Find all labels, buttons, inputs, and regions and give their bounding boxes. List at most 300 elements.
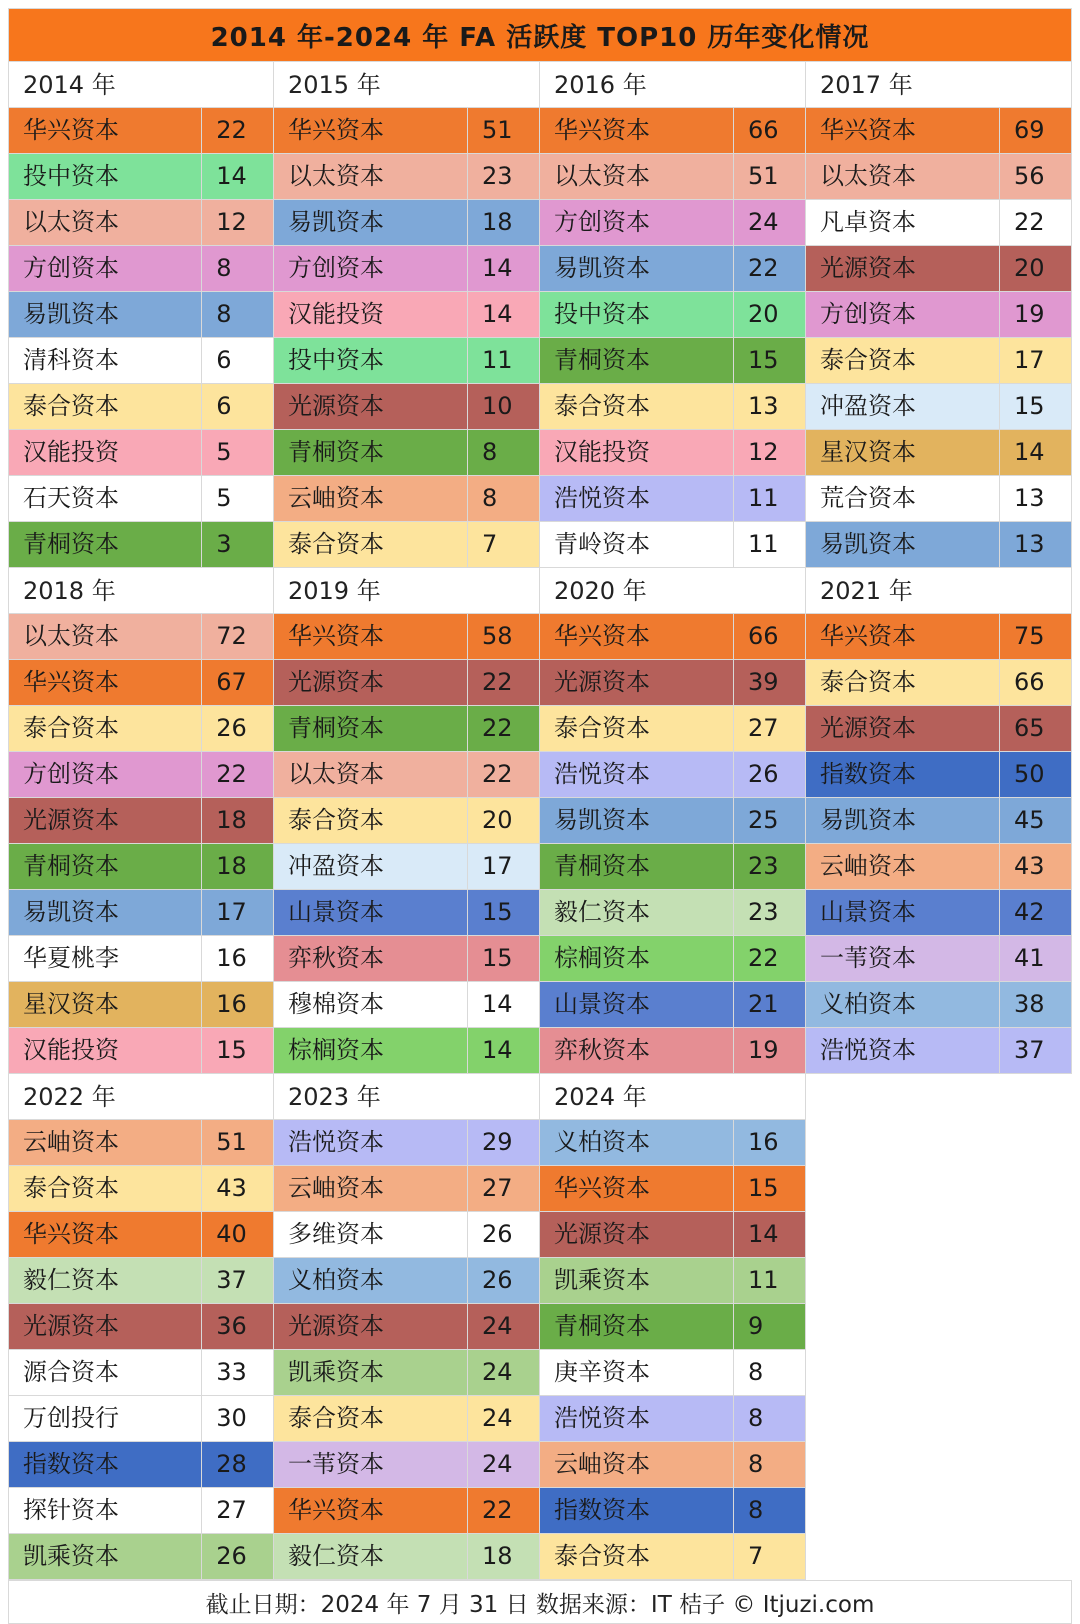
table-row <box>9 660 274 706</box>
table-row <box>274 522 540 568</box>
deal-count: 5 <box>202 430 274 475</box>
table-row <box>806 430 1072 476</box>
table-row <box>540 1120 806 1166</box>
deal-count: 19 <box>1000 292 1072 337</box>
deal-count: 33 <box>202 1350 274 1395</box>
firm-name: 山景资本 <box>274 890 468 935</box>
firm-name: 青桐资本 <box>9 844 202 889</box>
year-header: 2020 年 <box>540 568 806 614</box>
firm-name: 青桐资本 <box>540 1304 734 1349</box>
firm-name: 一苇资本 <box>274 1442 468 1487</box>
deal-count: 26 <box>202 706 274 751</box>
deal-count: 18 <box>202 798 274 843</box>
deal-count: 37 <box>202 1258 274 1303</box>
firm-name: 光源资本 <box>806 706 1000 751</box>
deal-count: 66 <box>734 614 806 659</box>
deal-count: 27 <box>202 1488 274 1533</box>
deal-count: 13 <box>1000 476 1072 521</box>
table-row <box>274 982 540 1028</box>
firm-name: 光源资本 <box>274 660 468 705</box>
firm-name: 毅仁资本 <box>540 890 734 935</box>
deal-count: 10 <box>468 384 540 429</box>
firm-name: 指数资本 <box>9 1442 202 1487</box>
firm-name: 光源资本 <box>9 1304 202 1349</box>
table-row <box>806 108 1072 154</box>
deal-count: 25 <box>734 798 806 843</box>
table-row <box>9 706 274 752</box>
deal-count: 8 <box>734 1442 806 1487</box>
year-column <box>8 1074 274 1580</box>
firm-name: 多维资本 <box>274 1212 468 1257</box>
table-row <box>274 430 540 476</box>
table-row <box>806 706 1072 752</box>
deal-count: 30 <box>202 1396 274 1441</box>
table-row <box>540 246 806 292</box>
table-row <box>540 1488 806 1534</box>
firm-name: 一苇资本 <box>806 936 1000 981</box>
table-row <box>806 798 1072 844</box>
deal-count: 24 <box>468 1304 540 1349</box>
deal-count: 20 <box>468 798 540 843</box>
firm-name: 青桐资本 <box>540 338 734 383</box>
table-row <box>274 1442 540 1488</box>
year-header: 2017 年 <box>806 62 1072 108</box>
deal-count: 16 <box>202 936 274 981</box>
firm-name: 青桐资本 <box>9 522 202 567</box>
table-row <box>274 890 540 936</box>
deal-count: 8 <box>734 1488 806 1533</box>
firm-name: 庚辛资本 <box>540 1350 734 1395</box>
table-row <box>9 1028 274 1074</box>
table-row <box>274 1488 540 1534</box>
table-row <box>540 1442 806 1488</box>
table-row <box>540 936 806 982</box>
firm-name: 青桐资本 <box>274 430 468 475</box>
table-row <box>9 292 274 338</box>
deal-count: 26 <box>468 1258 540 1303</box>
firm-name: 山景资本 <box>806 890 1000 935</box>
table-row <box>274 338 540 384</box>
firm-name: 浩悦资本 <box>274 1120 468 1165</box>
firm-name: 浩悦资本 <box>806 1028 1000 1073</box>
table-row <box>9 798 274 844</box>
table-row <box>274 154 540 200</box>
deal-count: 22 <box>734 936 806 981</box>
firm-name: 泰合资本 <box>806 338 1000 383</box>
table-row <box>274 660 540 706</box>
firm-name: 泰合资本 <box>806 660 1000 705</box>
year-header: 2018 年 <box>9 568 274 614</box>
deal-count: 22 <box>468 706 540 751</box>
firm-name: 华兴资本 <box>9 1212 202 1257</box>
table-row <box>9 936 274 982</box>
firm-name: 泰合资本 <box>540 706 734 751</box>
deal-count: 3 <box>202 522 274 567</box>
firm-name: 以太资本 <box>540 154 734 199</box>
table-row <box>540 706 806 752</box>
deal-count: 8 <box>202 246 274 291</box>
firm-name: 华兴资本 <box>9 108 202 153</box>
firm-name: 凯乘资本 <box>274 1350 468 1395</box>
deal-count: 12 <box>202 200 274 245</box>
deal-count: 11 <box>734 1258 806 1303</box>
table-row <box>806 936 1072 982</box>
table-row <box>9 200 274 246</box>
deal-count: 42 <box>1000 890 1072 935</box>
deal-count: 23 <box>734 844 806 889</box>
firm-name: 义柏资本 <box>806 982 1000 1027</box>
table-row <box>540 476 806 522</box>
firm-name: 汉能投资 <box>274 292 468 337</box>
table-row <box>274 1258 540 1304</box>
deal-count: 22 <box>202 108 274 153</box>
year-header: 2019 年 <box>274 568 540 614</box>
table-row <box>274 1350 540 1396</box>
firm-name: 指数资本 <box>806 752 1000 797</box>
firm-name: 易凯资本 <box>540 246 734 291</box>
deal-count: 22 <box>734 246 806 291</box>
deal-count: 50 <box>1000 752 1072 797</box>
firm-name: 汉能投资 <box>9 430 202 475</box>
table-row <box>9 522 274 568</box>
year-header: 2021 年 <box>806 568 1072 614</box>
deal-count: 8 <box>734 1396 806 1441</box>
table-row <box>540 1534 806 1580</box>
firm-name: 光源资本 <box>540 1212 734 1257</box>
deal-count: 39 <box>734 660 806 705</box>
deal-count: 16 <box>734 1120 806 1165</box>
deal-count: 15 <box>468 936 540 981</box>
firm-name: 华兴资本 <box>274 1488 468 1533</box>
table-row <box>9 338 274 384</box>
firm-name: 棕榈资本 <box>540 936 734 981</box>
deal-count: 20 <box>734 292 806 337</box>
deal-count: 11 <box>734 522 806 567</box>
deal-count: 14 <box>468 246 540 291</box>
firm-name: 华兴资本 <box>806 108 1000 153</box>
deal-count: 28 <box>202 1442 274 1487</box>
firm-name: 弈秋资本 <box>274 936 468 981</box>
table-row <box>540 108 806 154</box>
year-header: 2023 年 <box>274 1074 540 1120</box>
table-row <box>9 154 274 200</box>
deal-count: 24 <box>468 1350 540 1395</box>
year-header: 2022 年 <box>9 1074 274 1120</box>
table-row <box>806 246 1072 292</box>
ranking-table <box>8 8 1072 1624</box>
deal-count: 24 <box>468 1396 540 1441</box>
table-row <box>540 1028 806 1074</box>
table-row <box>806 660 1072 706</box>
table-row <box>274 936 540 982</box>
firm-name: 浩悦资本 <box>540 1396 734 1441</box>
deal-count: 69 <box>1000 108 1072 153</box>
deal-count: 27 <box>734 706 806 751</box>
table-row <box>806 752 1072 798</box>
deal-count: 8 <box>468 476 540 521</box>
table-row <box>540 752 806 798</box>
table-row <box>274 1534 540 1580</box>
firm-name: 易凯资本 <box>540 798 734 843</box>
firm-name: 源合资本 <box>9 1350 202 1395</box>
firm-name: 浩悦资本 <box>540 752 734 797</box>
table-row <box>9 108 274 154</box>
deal-count: 14 <box>734 1212 806 1257</box>
firm-name: 凡卓资本 <box>806 200 1000 245</box>
deal-count: 23 <box>734 890 806 935</box>
firm-name: 以太资本 <box>9 614 202 659</box>
deal-count: 26 <box>202 1534 274 1579</box>
table-row <box>9 614 274 660</box>
firm-name: 以太资本 <box>9 200 202 245</box>
table-row <box>274 798 540 844</box>
firm-name: 方创资本 <box>806 292 1000 337</box>
deal-count: 72 <box>202 614 274 659</box>
firm-name: 清科资本 <box>9 338 202 383</box>
firm-name: 云岫资本 <box>806 844 1000 889</box>
year-header: 2024 年 <box>540 1074 806 1120</box>
deal-count: 18 <box>202 844 274 889</box>
deal-count: 15 <box>468 890 540 935</box>
table-row <box>540 338 806 384</box>
firm-name: 投中资本 <box>274 338 468 383</box>
firm-name: 云岫资本 <box>540 1442 734 1487</box>
deal-count: 56 <box>1000 154 1072 199</box>
table-row <box>540 200 806 246</box>
empty-column <box>806 1074 1072 1580</box>
firm-name: 易凯资本 <box>9 292 202 337</box>
table-row <box>9 1488 274 1534</box>
deal-count: 20 <box>1000 246 1072 291</box>
table-row <box>9 752 274 798</box>
table-row <box>274 844 540 890</box>
firm-name: 青岭资本 <box>540 522 734 567</box>
table-row <box>540 384 806 430</box>
firm-name: 浩悦资本 <box>540 476 734 521</box>
table-row <box>274 200 540 246</box>
table-row <box>540 1258 806 1304</box>
firm-name: 探针资本 <box>9 1488 202 1533</box>
year-header: 2016 年 <box>540 62 806 108</box>
table-title: 2014 年-2024 年 FA 活跃度 TOP10 历年变化情况 <box>8 8 1072 62</box>
firm-name: 凯乘资本 <box>9 1534 202 1579</box>
year-column <box>806 568 1072 1074</box>
deal-count: 5 <box>202 476 274 521</box>
firm-name: 义柏资本 <box>540 1120 734 1165</box>
table-row <box>540 1396 806 1442</box>
deal-count: 37 <box>1000 1028 1072 1073</box>
firm-name: 泰合资本 <box>274 798 468 843</box>
deal-count: 22 <box>468 660 540 705</box>
firm-name: 泰合资本 <box>9 706 202 751</box>
deal-count: 8 <box>202 292 274 337</box>
firm-name: 投中资本 <box>540 292 734 337</box>
table-row <box>274 108 540 154</box>
table-row <box>9 476 274 522</box>
deal-count: 51 <box>202 1120 274 1165</box>
table-row <box>540 844 806 890</box>
deal-count: 24 <box>468 1442 540 1487</box>
firm-name: 以太资本 <box>274 752 468 797</box>
firm-name: 以太资本 <box>274 154 468 199</box>
firm-name: 星汉资本 <box>9 982 202 1027</box>
year-column <box>274 568 540 1074</box>
year-header: 2014 年 <box>9 62 274 108</box>
deal-count: 14 <box>202 154 274 199</box>
table-row <box>806 476 1072 522</box>
firm-name: 华兴资本 <box>274 614 468 659</box>
deal-count: 13 <box>1000 522 1072 567</box>
deal-count: 66 <box>734 108 806 153</box>
firm-name: 易凯资本 <box>806 522 1000 567</box>
deal-count: 7 <box>734 1534 806 1579</box>
deal-count: 23 <box>468 154 540 199</box>
table-row <box>540 1166 806 1212</box>
deal-count: 75 <box>1000 614 1072 659</box>
firm-name: 华夏桃李 <box>9 936 202 981</box>
deal-count: 6 <box>202 384 274 429</box>
deal-count: 45 <box>1000 798 1072 843</box>
year-column <box>8 62 274 568</box>
year-column <box>274 1074 540 1580</box>
ranking-grid <box>8 62 1072 1580</box>
deal-count: 51 <box>734 154 806 199</box>
table-row <box>274 706 540 752</box>
firm-name: 冲盈资本 <box>806 384 1000 429</box>
firm-name: 泰合资本 <box>9 384 202 429</box>
deal-count: 15 <box>734 338 806 383</box>
firm-name: 华兴资本 <box>540 108 734 153</box>
table-row <box>806 522 1072 568</box>
firm-name: 石天资本 <box>9 476 202 521</box>
table-row <box>9 1442 274 1488</box>
deal-count: 43 <box>202 1166 274 1211</box>
firm-name: 光源资本 <box>806 246 1000 291</box>
deal-count: 8 <box>468 430 540 475</box>
firm-name: 穆棉资本 <box>274 982 468 1027</box>
year-column <box>540 62 806 568</box>
table-row <box>274 752 540 798</box>
deal-count: 22 <box>202 752 274 797</box>
source-footer: 截止日期：2024 年 7 月 31 日 数据来源：IT 桔子 © Itjuzi.com <box>8 1580 1072 1624</box>
deal-count: 11 <box>734 476 806 521</box>
firm-name: 泰合资本 <box>540 1534 734 1579</box>
table-row <box>274 1304 540 1350</box>
deal-count: 51 <box>468 108 540 153</box>
table-row <box>540 798 806 844</box>
deal-count: 22 <box>468 1488 540 1533</box>
deal-count: 26 <box>734 752 806 797</box>
firm-name: 云岫资本 <box>274 1166 468 1211</box>
deal-count: 14 <box>1000 430 1072 475</box>
firm-name: 光源资本 <box>540 660 734 705</box>
table-row <box>540 660 806 706</box>
table-row <box>806 844 1072 890</box>
firm-name: 易凯资本 <box>274 200 468 245</box>
deal-count: 26 <box>468 1212 540 1257</box>
firm-name: 光源资本 <box>274 384 468 429</box>
firm-name: 华兴资本 <box>540 1166 734 1211</box>
deal-count: 17 <box>202 890 274 935</box>
firm-name: 青桐资本 <box>274 706 468 751</box>
table-row <box>540 1350 806 1396</box>
firm-name: 泰合资本 <box>540 384 734 429</box>
year-block-row <box>8 568 1072 1074</box>
table-row <box>274 292 540 338</box>
deal-count: 17 <box>468 844 540 889</box>
table-row <box>9 1258 274 1304</box>
firm-name: 云岫资本 <box>274 476 468 521</box>
firm-name: 汉能投资 <box>540 430 734 475</box>
firm-name: 毅仁资本 <box>274 1534 468 1579</box>
table-row <box>806 982 1072 1028</box>
firm-name: 投中资本 <box>9 154 202 199</box>
firm-name: 易凯资本 <box>9 890 202 935</box>
firm-name: 泰合资本 <box>9 1166 202 1211</box>
deal-count: 14 <box>468 1028 540 1073</box>
firm-name: 易凯资本 <box>806 798 1000 843</box>
table-row <box>9 1396 274 1442</box>
deal-count: 18 <box>468 1534 540 1579</box>
firm-name: 以太资本 <box>806 154 1000 199</box>
table-row <box>806 338 1072 384</box>
deal-count: 19 <box>734 1028 806 1073</box>
table-row <box>9 844 274 890</box>
deal-count: 16 <box>202 982 274 1027</box>
deal-count: 12 <box>734 430 806 475</box>
deal-count: 18 <box>468 200 540 245</box>
firm-name: 凯乘资本 <box>540 1258 734 1303</box>
table-row <box>9 1350 274 1396</box>
table-row <box>806 384 1072 430</box>
year-column <box>540 1074 806 1580</box>
table-row <box>9 1166 274 1212</box>
firm-name: 光源资本 <box>9 798 202 843</box>
firm-name: 方创资本 <box>540 200 734 245</box>
year-column <box>274 62 540 568</box>
table-row <box>540 1212 806 1258</box>
firm-name: 指数资本 <box>540 1488 734 1533</box>
deal-count: 22 <box>468 752 540 797</box>
table-row <box>806 1028 1072 1074</box>
firm-name: 华兴资本 <box>806 614 1000 659</box>
table-row <box>540 890 806 936</box>
deal-count: 24 <box>734 200 806 245</box>
deal-count: 38 <box>1000 982 1072 1027</box>
firm-name: 毅仁资本 <box>9 1258 202 1303</box>
table-row <box>540 292 806 338</box>
table-row <box>274 1396 540 1442</box>
deal-count: 17 <box>1000 338 1072 383</box>
table-row <box>806 614 1072 660</box>
deal-count: 6 <box>202 338 274 383</box>
firm-name: 泰合资本 <box>274 1396 468 1441</box>
deal-count: 27 <box>468 1166 540 1211</box>
firm-name: 冲盈资本 <box>274 844 468 889</box>
deal-count: 8 <box>734 1350 806 1395</box>
deal-count: 66 <box>1000 660 1072 705</box>
table-row <box>806 890 1072 936</box>
deal-count: 67 <box>202 660 274 705</box>
table-row <box>540 522 806 568</box>
deal-count: 7 <box>468 522 540 567</box>
deal-count: 36 <box>202 1304 274 1349</box>
table-row <box>9 246 274 292</box>
year-block-row <box>8 62 1072 568</box>
table-row <box>9 1212 274 1258</box>
deal-count: 65 <box>1000 706 1072 751</box>
firm-name: 云岫资本 <box>9 1120 202 1165</box>
